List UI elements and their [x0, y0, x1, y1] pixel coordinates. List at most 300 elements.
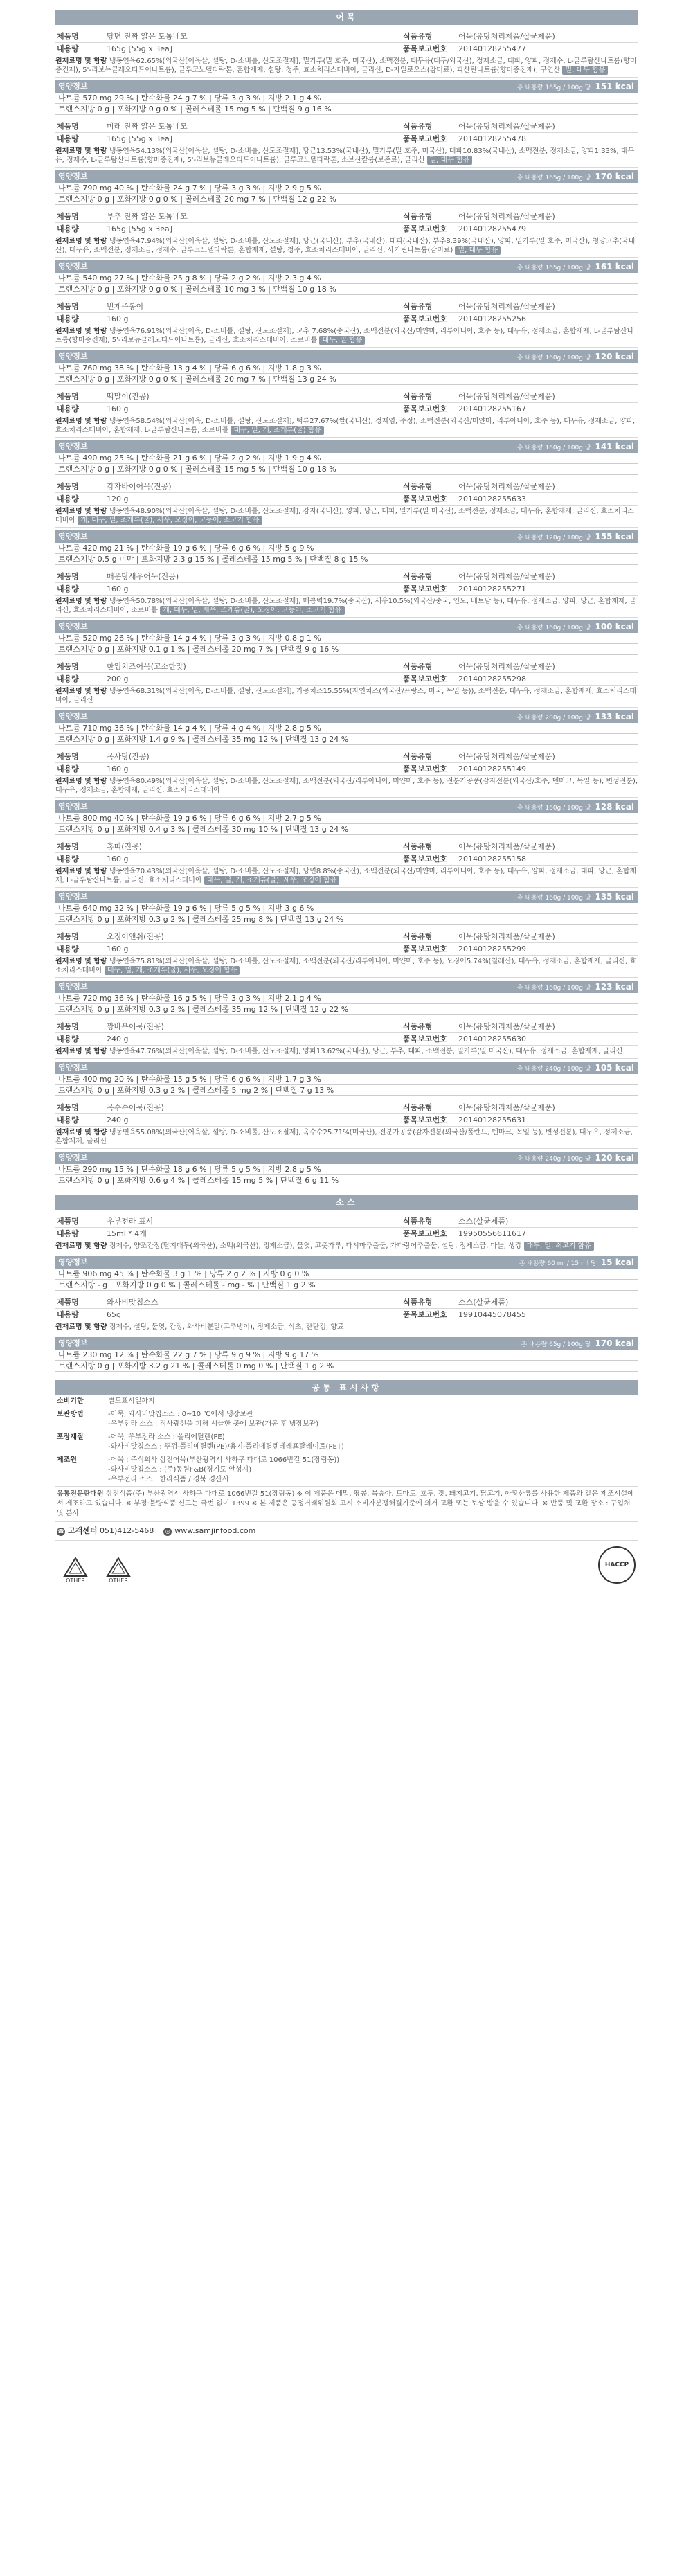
ingredients-value: 냉동연육68.31%(외국산[어육, D-소비톨, 설탕, 산도조절제], 가공치즈15.55%(자연치즈(외국산/프랑스, 미국, 독일 등)), 소맥전분, 대두유, 정제소금, 혼합제제, 효소처리스테비아, 글리신: [55, 688, 637, 704]
food-type-label: 식품유형: [403, 1022, 433, 1031]
common-info-label: 포장재질: [57, 1433, 84, 1441]
food-type: 소스(살균제품): [458, 1217, 509, 1226]
common-info-label: 보관방법: [57, 1411, 84, 1418]
content-label: 내용량: [57, 945, 79, 954]
product-name-row: [55, 1102, 638, 1114]
product-block: [55, 391, 638, 475]
ingredients-value: 냉동연육70.43%(외국산[어육살, 설탕, D-소비톨, 산도조절제], 당면8.8%(중국산), 소맥전분(외국산/미얀마, 리투아니아, 호주 등), 대두유, 양파, 정제소금, 대파, 당근, 혼합제제, L-글루탐산나트륨, 글리신, 효소처리스테비아: [55, 868, 637, 884]
nutrition-header: [55, 710, 638, 723]
product-name-row: [55, 571, 638, 583]
report-no-label: 품목보고번호: [403, 494, 447, 503]
nutrition-row-1: 나트륨 790 mg 40 % | 탄수화물 24 g 7 % | 당류 3 g 3 % | 지방 2.9 g 5 %: [55, 183, 638, 194]
ingredients-label: 원재료명 및 함량: [55, 418, 107, 425]
kcal-value: 141 kcal: [595, 442, 634, 451]
report-no-label: 품목보고번호: [403, 314, 447, 323]
allergy-badge: 대두, 밀, 쇠고기 함유: [524, 1242, 594, 1251]
report-no: 20140128255633: [458, 494, 526, 503]
content-label: 내용량: [57, 1035, 79, 1044]
nutrition-reference: 총 내용량 160g / 100g 당: [516, 355, 591, 361]
nutrition-reference: 총 내용량 240g / 100g 당: [516, 1156, 591, 1163]
content-label: 내용량: [57, 314, 79, 323]
ingredients-label: 원재료명 및 함량: [55, 57, 107, 65]
nutrition-row-2: 트랜스지방 0 g | 포화지방 0 g 0 % | 콜레스테롤 10 mg 3 % | 단백질 10 g 18 %: [55, 284, 638, 295]
content-value: 165g [55g x 3ea]: [107, 134, 173, 143]
nutrition-row-2: 트랜스지방 0 g | 포화지방 0.1 g 1 % | 콜레스테롤 20 mg 7 % | 단백질 9 g 16 %: [55, 644, 638, 655]
nutrition-title: 영양정보: [58, 802, 88, 811]
report-no-label: 품목보고번호: [403, 404, 447, 413]
nutrition-summary: [517, 80, 638, 93]
product-name: 홍띠(진공): [107, 842, 143, 851]
food-type: 어묵(유탕처리제품/살균제품): [458, 752, 555, 761]
product-name-label: 제품명: [57, 932, 79, 941]
content-value: 160 g: [107, 945, 129, 954]
nutrition-reference: 총 내용량 160g / 100g 당: [516, 445, 591, 451]
product-content-row: [55, 43, 638, 55]
food-type: 어묵(유탕처리제품/살균제품): [458, 1022, 555, 1031]
food-type-label: 식품유형: [403, 32, 433, 41]
product-name-row: [55, 211, 638, 223]
food-type-label: 식품유형: [403, 752, 433, 761]
food-type-label: 식품유형: [403, 662, 433, 671]
content-label: 내용량: [57, 855, 79, 864]
allergy-badge: 밀, 대두 함유: [562, 66, 608, 75]
allergy-badge: 대두, 밀, 게, 조개류(굴), 새우, 오징어 함유: [105, 966, 240, 975]
product-name-row: [55, 751, 638, 763]
content-label: 내용량: [57, 44, 79, 53]
content-value: 15ml * 4개: [107, 1229, 147, 1238]
allergy-badge: 대두, 밀 함유: [319, 336, 365, 345]
ingredients-text: [55, 1127, 638, 1149]
product-content-row: [55, 853, 638, 866]
nutrition-title: 영양정보: [58, 1258, 88, 1267]
product-content-row: [55, 1114, 638, 1127]
product-name-row: [55, 30, 638, 43]
nutrition-header: [55, 530, 638, 543]
food-type: 어묵(유탕처리제품/살균제품): [458, 482, 555, 491]
nutrition-header: [55, 1256, 638, 1269]
report-no: 20140128255630: [458, 1035, 526, 1044]
kcal-value: 128 kcal: [595, 802, 634, 812]
content-value: 240 g: [107, 1116, 129, 1125]
ingredients-value: 냉동연육76.91%(외국산[어육, D-소비톨, 설탕, 산도조절제], 고추 7.68%(중국산), 소맥전분(외국산/미얀마, 리투아니아, 호주 등), 대두유, 정제소금, 혼합제제, L-글루탐산나트륨(향미증진제), 5'-리보뉴클레오티드이나트륨), 글리신, 효소처리스테비아, 소르비톨: [55, 328, 634, 344]
nutrition-row-2: 트랜스지방 0 g | 포화지방 0.3 g 2 % | 콜레스테롤 25 mg 8 % | 단백질 13 g 24 %: [55, 914, 638, 925]
product-name-label: 제품명: [57, 1217, 79, 1226]
product-name-label: 제품명: [57, 662, 79, 671]
report-no: 20140128255479: [458, 224, 526, 233]
nutrition-summary: [517, 800, 638, 813]
product-name: 오징어앤쉬(진공): [107, 932, 164, 941]
product-name-row: [55, 120, 638, 133]
nutrition-reference: 총 내용량 60 ml / 15 ml 당: [519, 1260, 597, 1267]
product-content-row: [55, 133, 638, 145]
sauce-list: [55, 1215, 638, 1372]
report-no: 20140128255298: [458, 674, 526, 683]
report-no-label: 품목보고번호: [403, 855, 447, 864]
ingredients-value: 냉동연육48.90%(외국산[어육살, 설탕, D-소비톨, 산도조절제], 감자(국내산), 양파, 당근, 대파, 밀가루(밀 미국산), 소맥전분, 정제소금, 대두유, 혼합제제, 글리신, 효소처리스테비아: [55, 508, 634, 524]
content-value: 160 g: [107, 855, 129, 864]
content-label: 내용량: [57, 584, 79, 593]
product-name-label: 제품명: [57, 752, 79, 761]
nutrition-reference: 총 내용량 240g / 100g 당: [516, 1066, 591, 1073]
kcal-value: 170 kcal: [595, 1339, 634, 1348]
web-block[interactable]: [163, 1525, 255, 1537]
section-header-fish-cake: 어묵: [55, 10, 638, 25]
common-info-value: -어묵, 우부전라 소스 : 폴리에틸렌(PE) -와사비맛칩소스 : 뚜껑-폴리에틸렌(PE)/용기-폴리에틸렌테레프탈레이트(PET): [108, 1433, 344, 1451]
nutrition-row-1: 나트륨 570 mg 29 % | 탄수화물 24 g 7 % | 당류 3 g 3 % | 지방 2.1 g 4 %: [55, 93, 638, 104]
nutrition-row-1: 나트륨 420 mg 21 % | 탄수화물 19 g 6 % | 당류 6 g 6 % | 지방 5 g 9 %: [55, 543, 638, 554]
kcal-value: 170 kcal: [595, 172, 634, 181]
product-block: [55, 120, 638, 205]
food-type: 어묵(유탕처리제품/살균제품): [458, 32, 555, 41]
food-type: 어묵(유탕처리제품/살균제품): [458, 122, 555, 131]
product-name-label: 제품명: [57, 1103, 79, 1112]
product-name-row: [55, 1215, 638, 1228]
ingredients-text: [55, 325, 638, 348]
content-label: 내용량: [57, 1310, 79, 1319]
product-block: [55, 1296, 638, 1372]
haccp-badge: HACCP: [598, 1546, 636, 1584]
nutrition-summary: [517, 981, 638, 993]
report-no: 19950556611617: [458, 1229, 526, 1238]
nutrition-title: 영양정보: [58, 532, 88, 541]
content-label: 내용량: [57, 674, 79, 683]
nutrition-header: [55, 981, 638, 993]
product-block: [55, 481, 638, 565]
report-no: 19910445078455: [458, 1310, 526, 1319]
common-info-row: [55, 1395, 638, 1408]
nutrition-row-2: 트랜스지방 0 g | 포화지방 3.2 g 21 % | 콜레스테롤 0 mg 0 % | 단백질 1 g 2 %: [55, 1361, 638, 1372]
nutrition-header: [55, 440, 638, 453]
kcal-value: 15 kcal: [600, 1258, 634, 1267]
product-content-row: [55, 313, 638, 325]
allergy-badge: 대두, 밀, 게, 조개류(굴), 새우, 오징어 함유: [204, 876, 340, 885]
report-no-label: 품목보고번호: [403, 1116, 447, 1125]
food-type-label: 식품유형: [403, 572, 433, 581]
allergy-badge: 게, 대두, 밀, 조개류(굴), 새우, 오징어, 고등어, 소고기 함유: [78, 516, 262, 525]
ingredients-value: 냉동연육47.94%(외국산[어육살, 설탕, D-소비톨, 산도조절제], 당근(국내산), 부추(국내산), 대파(국내산), 부추8.39%(국내산), 양파, 밀가루(밀 호주, 미국산), 청양고추(국내산), 대두유, 소맥전분, 정제소금, 정제수, 글루코노델타락톤, 혼합제제, 설탕, 청주, 효소처리스테비아, 글리신, 사카린나트륨(감미료): [55, 238, 636, 254]
content-value: 160 g: [107, 404, 129, 413]
kcal-value: 100 kcal: [595, 622, 634, 632]
food-type: 어묵(유탕처리제품/살균제품): [458, 392, 555, 401]
report-no-label: 품목보고번호: [403, 674, 447, 683]
product-block: [55, 751, 638, 835]
food-type-label: 식품유형: [403, 1103, 433, 1112]
nutrition-row-2: 트랜스지방 0 g | 포화지방 0 g 0 % | 콜레스테롤 20 mg 7 % | 단백질 13 g 24 %: [55, 374, 638, 385]
content-label: 내용량: [57, 764, 79, 773]
product-name: 와사비맛칩소스: [107, 1298, 159, 1307]
product-content-row: [55, 1309, 638, 1321]
food-type-label: 식품유형: [403, 1217, 433, 1226]
globe-icon: ◎: [163, 1528, 172, 1536]
nutrition-title: 영양정보: [58, 262, 88, 271]
ingredients-label: 원재료명 및 함량: [55, 238, 107, 245]
ingredients-text: [55, 55, 638, 78]
content-value: 120 g: [107, 494, 129, 503]
allergy-badge: 밀, 대두 함유: [455, 246, 501, 255]
product-block: [55, 1102, 638, 1186]
food-type: 소스(살균제품): [458, 1298, 509, 1307]
nutrition-reference: 총 내용량 160g / 100g 당: [516, 895, 591, 902]
product-name: 빈제주봉이: [107, 302, 144, 311]
food-type: 어묵(유탕처리제품/살균제품): [458, 842, 555, 851]
nutrition-summary: [521, 1337, 638, 1350]
nutrition-title: 영양정보: [58, 1339, 88, 1348]
product-content-row: [55, 673, 638, 686]
food-type-label: 식품유형: [403, 932, 433, 941]
nutrition-reference: 총 내용량 160g / 100g 당: [516, 805, 591, 812]
food-type: 어묵(유탕처리제품/살균제품): [458, 302, 555, 311]
kcal-value: 120 kcal: [595, 1153, 634, 1163]
product-content-row: [55, 1228, 638, 1240]
report-no: 20140128255256: [458, 314, 526, 323]
nutrition-row-1: 나트륨 490 mg 25 % | 탄수화물 21 g 6 % | 당류 2 g 2 % | 지방 1.9 g 4 %: [55, 453, 638, 464]
product-name: 떡말이(진공): [107, 392, 150, 401]
product-name: 당면 진짜 얇은 도톰네모: [107, 32, 188, 41]
product-content-row: [55, 493, 638, 506]
content-value: 200 g: [107, 674, 129, 683]
content-value: 165g [55g x 3ea]: [107, 44, 173, 53]
food-type-label: 식품유형: [403, 392, 433, 401]
allergy-badge: 대두, 밀, 게, 조개류(굴) 함유: [231, 426, 324, 435]
ingredients-text: [55, 1321, 638, 1334]
product-block: [55, 571, 638, 655]
ingredients-label: 원재료명 및 함량: [55, 688, 107, 695]
content-value: 160 g: [107, 584, 129, 593]
ingredients-text: [55, 596, 638, 618]
nutrition-row-1: 나트륨 710 mg 36 % | 탄수화물 14 g 4 % | 당류 4 g 4 % | 지방 2.8 g 5 %: [55, 723, 638, 734]
product-name-label: 제품명: [57, 482, 79, 491]
nutrition-reference: 총 내용량 165g / 100g 당: [516, 84, 591, 91]
nutrition-row-1: 나트륨 230 mg 12 % | 탄수화물 22 g 7 % | 당류 9 g 9 % | 지방 9 g 17 %: [55, 1350, 638, 1361]
product-block: [55, 1021, 638, 1096]
product-block: [55, 931, 638, 1015]
product-name-label: 제품명: [57, 572, 79, 581]
content-value: 240 g: [107, 1035, 129, 1044]
nutrition-summary: [517, 620, 638, 633]
ingredients-label: 원재료명 및 함량: [55, 1242, 107, 1250]
kcal-value: 133 kcal: [595, 712, 634, 722]
nutrition-title: 영양정보: [58, 1153, 88, 1162]
product-name-label: 제품명: [57, 1022, 79, 1031]
content-value: 165g [55g x 3ea]: [107, 224, 173, 233]
nutrition-summary: [517, 1152, 638, 1164]
product-content-row: [55, 583, 638, 596]
product-block: [55, 661, 638, 745]
common-info-row: [55, 1454, 638, 1487]
recycle-mark: [58, 1557, 93, 1584]
food-type-label: 식품유형: [403, 1298, 433, 1307]
content-label: 내용량: [57, 1229, 79, 1238]
food-type: 어묵(유탕처리제품/살균제품): [458, 1103, 555, 1112]
nutrition-summary: [517, 530, 638, 543]
ingredients-value: 냉동연육54.13%(외국산[어육살, 설탕, D-소비톨, 산도조절제], 당근13.53%(국내산), 밀가루(밀 호주, 미국산), 대파10.83%(국내산), 소맥전분, 정제소금, 양파1.33%, 대두유, 정제수, L-글루탐산나트륨(향미증진제), 5'-리보뉴클레오티드이나트륨), 글루코노델타락톤, 소브산칼륨(보존료), 글리신: [55, 147, 635, 164]
allergy-badge: 게, 대두, 밀, 새우, 조개류(굴), 오징어, 고등어, 소고기 함유: [160, 606, 344, 615]
nutrition-row-1: 나트륨 640 mg 32 % | 탄수화물 19 g 6 % | 당류 5 g 5 % | 지방 3 g 6 %: [55, 903, 638, 914]
nutrition-row-2: 트랜스지방 0 g | 포화지방 0 g 0 % | 콜레스테롤 15 mg 5 % | 단백질 9 g 16 %: [55, 104, 638, 115]
ingredients-text: [55, 1046, 638, 1059]
recycle-mark: [101, 1557, 136, 1584]
common-info-value: 별도표시일까지: [108, 1397, 155, 1405]
report-no: 20140128255149: [458, 764, 526, 773]
product-name-label: 제품명: [57, 302, 79, 311]
product-name: 깡바우어묵(진공): [107, 1022, 164, 1031]
product-content-row: [55, 1033, 638, 1046]
ingredients-value: 냉동연육47.76%(외국산[어육살, 설탕, D-소비톨, 산도조절제], 양파13.62%(국내산), 당근, 부추, 대파, 소맥전분, 밀가루(밀 미국산), 대두유, 정제소금, 혼합제제, 글리신: [109, 1048, 623, 1055]
report-no-label: 품목보고번호: [403, 134, 447, 143]
report-no: 20140128255167: [458, 404, 526, 413]
web-link[interactable]: www.samjinfood.com: [174, 1526, 256, 1535]
content-value: 160 g: [107, 764, 129, 773]
nutrition-row-2: 트랜스지방 0.5 g 미만 | 포화지방 2.3 g 15 % | 콜레스테롤 15 mg 5 % | 단백질 8 g 15 %: [55, 554, 638, 565]
ingredients-text: [55, 686, 638, 708]
ingredients-value: 냉동연육75.81%(외국산[어육살, 설탕, D-소비톨, 산도조절제], 소맥전분(외국산/리투아니아, 미얀마, 호주 등), 오징어5.74%(칠레산), 대두유, 정제소금, 혼합제제, 글리신, 효소처리스테비아: [55, 958, 637, 974]
distributor-text: 삼진식품(주) 부산광역시 사하구 다대로 1066번길 51(장림동) ※ 이 제품은 메밀, 땅콩, 복숭아, 토마토, 호두, 잣, 돼지고기, 닭고기, 아황산류를 사용한 제품과 같은 제조시설에서 제조하고 있습니다. ※ 부정·불량식품 신고는 국번 없이 1399 ※ 본 제품은 공정거래위원회 고시 소비자분쟁해결기준에 의거 교환 또는 보상 받을 수 있습니다. ※ 반품 및 교환 장소 : 구입처 및 본사: [57, 1490, 634, 1517]
content-label: 내용량: [57, 494, 79, 503]
nutrition-header: [55, 1062, 638, 1074]
ingredients-label: 원재료명 및 함량: [55, 508, 107, 515]
contact-row: [55, 1522, 638, 1541]
kcal-value: 155 kcal: [595, 532, 634, 542]
product-name-row: [55, 301, 638, 313]
product-block: [55, 841, 638, 925]
nutrition-header: [55, 891, 638, 903]
nutrition-header: [55, 800, 638, 813]
product-name-row: [55, 841, 638, 853]
product-name: 옥수수어묵(진공): [107, 1103, 164, 1112]
food-type-label: 식품유형: [403, 482, 433, 491]
product-name-label: 제품명: [57, 392, 79, 401]
ingredients-text: [55, 1240, 638, 1253]
nutrition-header: [55, 620, 638, 633]
report-no-label: 품목보고번호: [403, 945, 447, 954]
content-value: 160 g: [107, 314, 129, 323]
nutrition-row-1: 나트륨 290 mg 15 % | 탄수화물 18 g 6 % | 당류 5 g 5 % | 지방 2.8 g 5 %: [55, 1164, 638, 1175]
content-label: 내용량: [57, 224, 79, 233]
product-name-row: [55, 481, 638, 493]
product-name: 부추 진짜 얇은 도톰네모: [107, 212, 188, 221]
nutrition-reference: 총 내용량 120g / 100g 당: [516, 535, 591, 542]
food-type-label: 식품유형: [403, 212, 433, 221]
product-name-row: [55, 661, 638, 673]
product-name-label: 제품명: [57, 122, 79, 131]
content-label: 내용량: [57, 1116, 79, 1125]
ingredients-label: 원재료명 및 함량: [55, 328, 107, 335]
ingredients-label: 원재료명 및 함량: [55, 778, 107, 785]
food-type-label: 식품유형: [403, 122, 433, 131]
tel-block: [57, 1525, 154, 1537]
food-type: 어묵(유탕처리제품/살균제품): [458, 572, 555, 581]
report-no: 20140128255271: [458, 584, 526, 593]
ingredients-label: 원재료명 및 함량: [55, 1323, 107, 1331]
product-list: [55, 30, 638, 1186]
product-name: 매운탕새우어묵(진공): [107, 572, 179, 581]
kcal-value: 123 kcal: [595, 982, 634, 992]
nutrition-header: [55, 1337, 638, 1350]
product-block: [55, 30, 638, 115]
nutrition-row-2: 트랜스지방 - g | 포화지방 0 g 0 % | 콜레스테롤 - mg - % | 단백질 1 g 2 %: [55, 1280, 638, 1291]
ingredients-text: [55, 415, 638, 438]
product-block: [55, 1215, 638, 1291]
nutrition-summary: [517, 350, 638, 363]
product-name-label: 제품명: [57, 1298, 79, 1307]
food-type-label: 식품유형: [403, 302, 433, 311]
common-info-value: -어묵 : 주식회사 삼진어묵(부산광역시 사하구 다대로 1066번길 51(장림동)) -와사비맛칩소스 : (주)동원F&B(경기도 안성시) -우부전라 소스 : 한라식품 / 경북 경산시: [108, 1456, 340, 1483]
ingredients-text: [55, 956, 638, 978]
ingredients-text: [55, 235, 638, 258]
nutrition-row-1: 나트륨 906 mg 45 % | 탄수화물 3 g 1 % | 당류 2 g 2 % | 지방 0 g 0 %: [55, 1269, 638, 1280]
report-no: 20140128255477: [458, 44, 526, 53]
recycle-mark-label: OTHER: [109, 1577, 128, 1584]
common-info-row: [55, 1431, 638, 1454]
ingredients-label: 원재료명 및 함량: [55, 598, 107, 605]
nutrition-title: 영양정보: [58, 172, 88, 181]
product-name-row: [55, 1021, 638, 1033]
ingredients-text: [55, 866, 638, 888]
nutrition-row-1: 나트륨 400 mg 20 % | 탄수화물 15 g 5 % | 당류 6 g 6 % | 지방 1.7 g 3 %: [55, 1074, 638, 1085]
nutrition-header: [55, 350, 638, 363]
nutrition-row-1: 나트륨 800 mg 40 % | 탄수화물 19 g 6 % | 당류 6 g 6 % | 지방 2.7 g 5 %: [55, 813, 638, 824]
distributor-notice: [55, 1487, 638, 1522]
nutrition-title: 영양정보: [58, 622, 88, 631]
content-value: 65g: [107, 1310, 121, 1319]
section-header-common: 공통 표시사항: [55, 1380, 638, 1395]
ingredients-text: [55, 776, 638, 798]
nutrition-header: [55, 80, 638, 93]
nutrition-summary: [517, 170, 638, 183]
recycle-mark-label: OTHER: [66, 1577, 85, 1584]
nutrition-row-2: 트랜스지방 0 g | 포화지방 0.4 g 3 % | 콜레스테롤 30 mg 10 % | 단백질 13 g 24 %: [55, 824, 638, 835]
nutrition-summary: [517, 710, 638, 723]
content-label: 내용량: [57, 134, 79, 143]
ingredients-value: 냉동연육55.08%(외국산[어육살, 설탕, D-소비톨, 산도조절제], 옥수수25.71%(미국산), 전분가공품(감자전분(외국산/폴란드, 덴마크, 독일 등), 변성전분), 대두유, 정제소금, 혼합제제, 글리신: [55, 1129, 633, 1145]
food-type: 어묵(유탕처리제품/살균제품): [458, 932, 555, 941]
product-content-row: [55, 943, 638, 956]
report-no-label: 품목보고번호: [403, 44, 447, 53]
ingredients-value: 정제수, 설탕, 물엿, 간장, 와사비분말(고추냉이), 정제소금, 식초, 잔탄검, 향료: [109, 1323, 344, 1331]
report-no-label: 품목보고번호: [403, 1310, 447, 1319]
kcal-value: 120 kcal: [595, 352, 634, 361]
ingredients-text: [55, 145, 638, 168]
nutrition-reference: 총 내용량 160g / 100g 당: [516, 625, 591, 632]
ingredients-value: 냉동연육62.65%(외국산[어육살, 설탕, D-소비톨, 산도조절제], 밀가루(밀 호주, 미국산), 소맥전분, 대두유(대두/외국산), 정제소금, 대파, 양파, 정제수, L-글루탐산나트륨(향미증진제), 5'-리보뉴클레오티드이나트륨), 글루코노델타락톤, 혼합제제, 설탕, 청주, 효소처리스테비아, 글리신, D-자일로오스(감미료), 파산탄나트륨(향미증진제), 구연산: [55, 57, 637, 74]
product-name: 한입치즈어묵(고소한맛): [107, 662, 186, 671]
nutrition-title: 영양정보: [58, 352, 88, 361]
nutrition-summary: [519, 1256, 638, 1269]
ingredients-value: 냉동연육80.49%(외국산[어육살, 설탕, D-소비톨, 산도조절제], 소맥전분(외국산/리투아니아, 미얀마, 호주 등), 전분가공품(감자전분(외국산/호주, 덴마크, 독일 등), 변성전분), 대두유, 정제소금, 혼합제제, 글리신, 효소처리스테비아: [55, 778, 638, 794]
food-type: 어묵(유탕처리제품/살균제품): [458, 662, 555, 671]
label-container: [55, 10, 638, 1589]
ingredients-label: 원재료명 및 함량: [55, 1129, 107, 1136]
nutrition-row-1: 나트륨 520 mg 26 % | 탄수화물 14 g 4 % | 당류 3 g 3 % | 지방 0.8 g 1 %: [55, 633, 638, 644]
phone-icon: ☎: [57, 1528, 64, 1535]
product-block: [55, 211, 638, 295]
nutrition-row-1: 나트륨 720 mg 36 % | 탄수화물 16 g 5 % | 당류 3 g 3 % | 지방 2.1 g 4 %: [55, 993, 638, 1004]
product-name-label: 제품명: [57, 842, 79, 851]
distributor-label: 유통전문판매원: [57, 1490, 104, 1498]
nutrition-row-2: 트랜스지방 0 g | 포화지방 0.6 g 4 % | 콜레스테롤 15 mg 5 % | 단백질 6 g 11 %: [55, 1175, 638, 1186]
common-info-row: [55, 1408, 638, 1431]
ingredients-value: 냉동연육58.54%(외국산[어육, D-소비톨, 설탕, 산도조절제], 떡류27.67%(쌀(국내산), 정제염, 주정), 소맥전분(외국산/미얀마, 리투아니아, 호주 등), 대두유, 정제소금, 양파, 효소처리스테비아, 혼합제제, L-글루탐산나트륨, 소르비톨: [55, 418, 636, 434]
nutrition-summary: [517, 891, 638, 903]
ingredients-label: 원재료명 및 함량: [55, 868, 107, 875]
nutrition-header: [55, 1152, 638, 1164]
recycle-triangle-icon: [106, 1557, 131, 1577]
recycle-marks: [55, 1541, 638, 1589]
allergy-badge: 밀, 대두 함유: [427, 156, 473, 165]
tel-value: 051)412-5468: [100, 1526, 154, 1535]
nutrition-title: 영양정보: [58, 892, 88, 901]
product-name-row: [55, 391, 638, 403]
